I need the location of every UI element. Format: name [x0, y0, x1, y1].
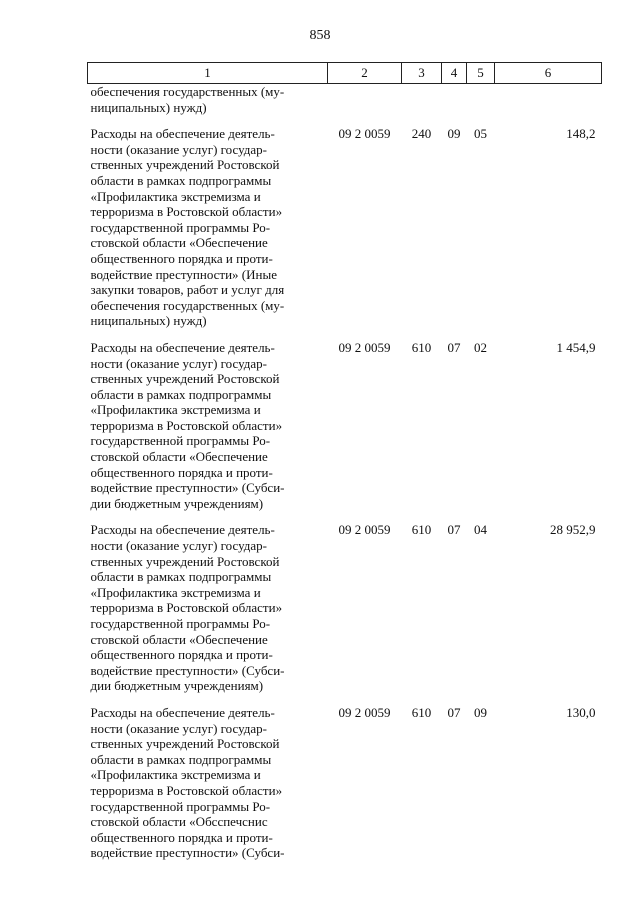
row-section: 07 — [447, 522, 461, 538]
row-subsection — [467, 84, 495, 123]
header-col-4: 4 — [442, 63, 467, 84]
row-description: Расходы на обеспечение деятель- ности (оказание услуг) государ- ственных учреждений Ростовской области в рамках подпрограммы «Профилактика экстремизма и терроризма в Ростовской области» государственной программы Ро- стовской области «Обеспечение общественного порядка и проти- водействие преступности» (Иные закупки товаров, работ и услуг для обеспечения государственных (му- ниципальных) нужд) — [90, 126, 285, 329]
table-row — [88, 701, 602, 868]
row-subsection: 09 — [474, 704, 487, 720]
table-header — [88, 63, 602, 84]
page-number: 858 — [309, 28, 331, 43]
row-amount: 1 454,9 — [556, 339, 596, 355]
table-row — [88, 122, 602, 336]
header-col-2: 2 — [328, 63, 402, 84]
row-target-code: 09 2 0059 — [338, 126, 391, 142]
row-target-code: 09 2 0059 — [338, 522, 391, 538]
row-amount: 130,0 — [566, 704, 596, 720]
row-description: Расходы на обеспечение деятель- ности (оказание услуг) государ- ственных учреждений Ростовской области в рамках подпрограммы «Профилактика экстремизма и терроризма в Ростовской области» государственной программы Ро- стовской области «Обсспечснис общественного порядка и проти- водействие преступности» (Субси- — [90, 704, 285, 861]
header-col-5: 5 — [467, 63, 495, 84]
row-description: Расходы на обеспечение деятель- ности (оказание услуг) государ- ственных учреждений Ростовской области в рамках подпрограммы «Профилактика экстремизма и терроризма в Ростовской области» государственной программы Ро- стовской области «Обеспечение общественного порядка и проти- водействие преступности» (Субси- дии бюджетным учреждениям) — [90, 522, 285, 694]
row-expense-type — [402, 84, 442, 123]
row-expense-type: 240 — [411, 126, 432, 142]
row-amount: 28 952,9 — [550, 522, 596, 538]
row-section: 07 — [447, 339, 461, 355]
header-col-6: 6 — [495, 63, 602, 84]
row-subsection: 02 — [474, 339, 487, 355]
header-col-3: 3 — [402, 63, 442, 84]
table-row — [88, 84, 602, 123]
row-expense-type: 610 — [411, 339, 432, 355]
row-expense-type: 610 — [411, 522, 432, 538]
row-subsection: 05 — [474, 126, 487, 142]
header-col-1: 1 — [88, 63, 328, 84]
row-target-code: 09 2 0059 — [338, 339, 391, 355]
row-section: 07 — [447, 704, 461, 720]
row-description: Расходы на обеспечение деятель- ности (оказание услуг) государ- ственных учреждений Ростовской области в рамках подпрограммы «Профилактика экстремизма и терроризма в Ростовской области» государственной программы Ро- стовской области «Обеспечение общественного порядка и проти- водействие преступности» (Субси- дии бюджетным учреждениям) — [90, 339, 285, 511]
row-subsection: 04 — [474, 522, 487, 538]
table-row — [88, 518, 602, 701]
row-section: 09 — [447, 126, 461, 142]
table-row — [88, 336, 602, 519]
row-target-code: 09 2 0059 — [338, 704, 391, 720]
row-amount: 148,2 — [566, 126, 596, 142]
row-amount — [495, 84, 602, 123]
budget-table — [87, 62, 602, 868]
row-description: обеспечения государственных (му- ниципальных) нужд) — [90, 84, 285, 115]
row-section — [442, 84, 467, 123]
row-expense-type: 610 — [411, 704, 432, 720]
row-target-code — [328, 84, 402, 123]
